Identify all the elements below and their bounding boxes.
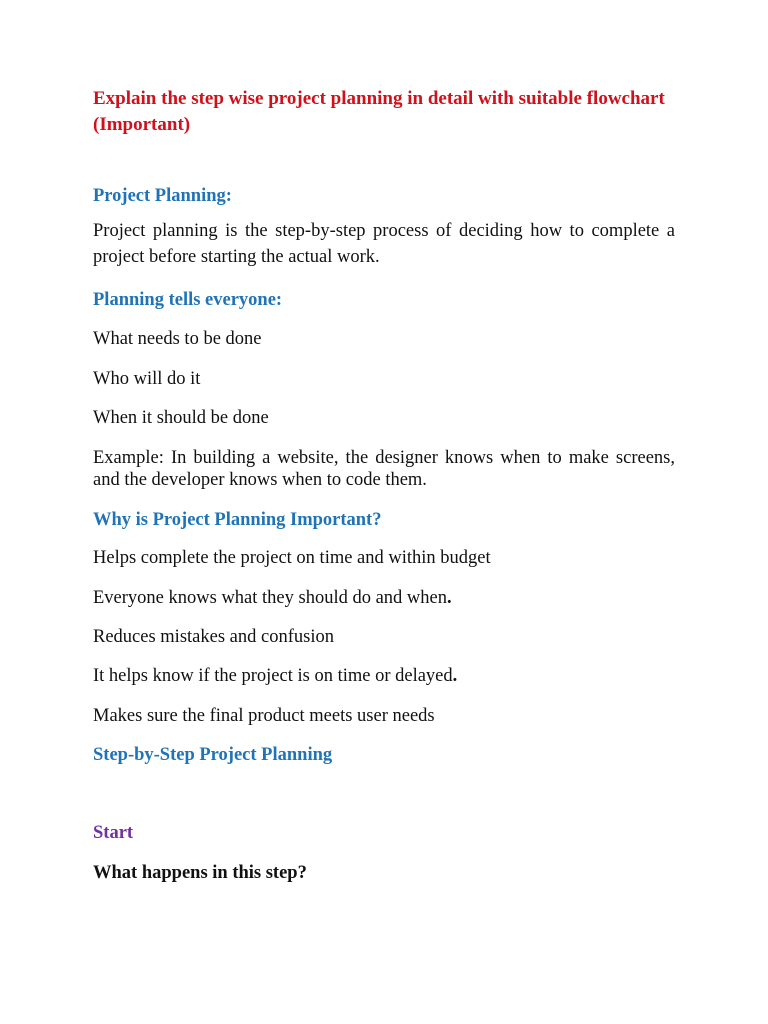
importance-item-roles: Everyone knows what they should do and when. [93,588,452,608]
importance-item-budget: Helps complete the project on time and within budget [93,548,491,568]
bold-period: . [447,588,452,608]
steps-heading: Step-by-Step Project Planning [93,745,333,765]
importance-item-tracking: It helps know if the project is on time or delayed. [93,666,458,686]
project-planning-heading: Project Planning: [93,186,232,206]
project-planning-definition: Project planning is the step-by-step process of deciding how to complete a project before starting the actual work. [93,221,675,267]
step-question: What happens in this step? [93,863,307,883]
importance-item-user-needs: Makes sure the final product meets user needs [93,706,435,726]
planning-example: Example: In building a website, the designer knows when to make screens, and the developer knows when to code them. [93,448,675,490]
importance-item-mistakes: Reduces mistakes and confusion [93,627,334,647]
planning-item-what: What needs to be done [93,329,262,349]
importance-heading: Why is Project Planning Important? [93,510,382,530]
planning-item-when: When it should be done [93,408,269,428]
bold-period: . [452,666,458,686]
document-title: Explain the step wise project planning in detail with suitable flowchart (Important) [93,88,665,135]
step-start-heading: Start [93,823,134,843]
planning-tells-heading: Planning tells everyone: [93,290,283,310]
planning-item-who: Who will do it [93,369,201,389]
